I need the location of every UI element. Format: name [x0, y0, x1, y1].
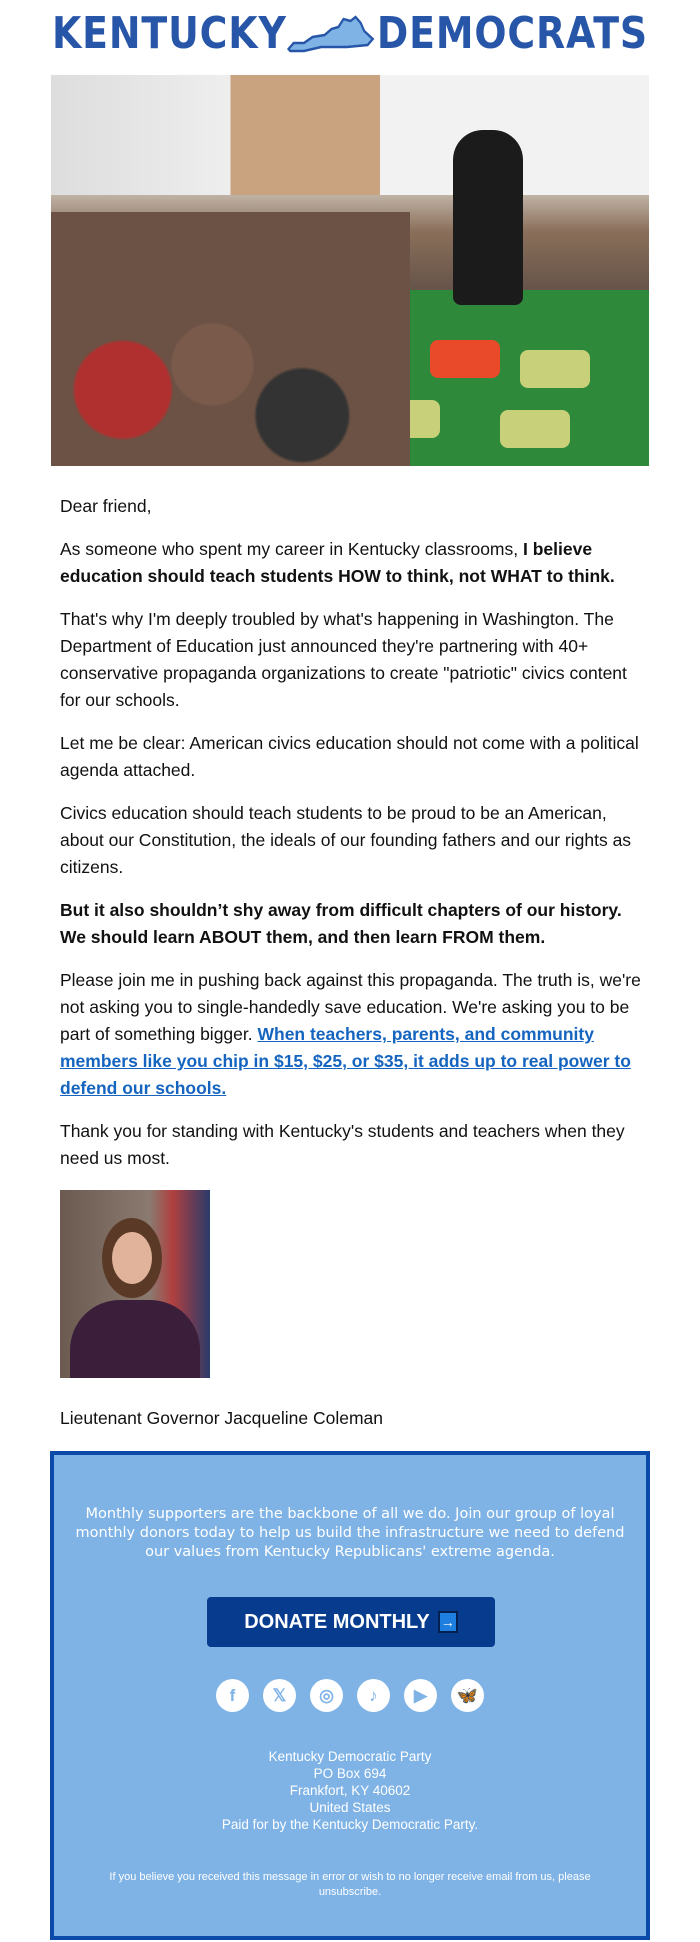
paragraph-1-text: As someone who spent my career in Kentucky classrooms, [60, 539, 523, 559]
logo-text-left: KENTUCKY [52, 7, 287, 59]
donate-link[interactable]: When teachers, parents, and community members like you chip in $15, $25, or $35, it adds up to real power to defend our schools. [60, 1024, 631, 1098]
facebook-icon[interactable]: f [216, 1679, 249, 1712]
donate-monthly-label: DONATE MONTHLY [244, 1610, 430, 1633]
paragraph-6 [60, 967, 645, 1102]
kentucky-democrats-logo[interactable] [52, 8, 648, 58]
donate-monthly-button[interactable] [207, 1597, 495, 1647]
signature-photo [60, 1190, 210, 1378]
kentucky-state-icon [287, 13, 376, 53]
footer-address [54, 1748, 646, 1833]
paragraph-7: Thank you for standing with Kentucky's students and teachers when they need us most. [60, 1121, 625, 1168]
paragraph-2: That's why I'm deeply troubled by what's happening in Washington. The Department of Education just announced they're partnering with 40+ conservative propaganda organizations to create "patriotic" civics content for our schools. [60, 609, 627, 710]
paragraph-1 [60, 536, 645, 590]
paid-for-disclaimer: Paid for by the Kentucky Democratic Party. [221, 1817, 479, 1832]
arrow-right-icon: → [438, 1611, 458, 1633]
signature-name: Lieutenant Governor Jacqueline Coleman [60, 1408, 383, 1428]
footer-message: Monthly supporters are the backbone of all we do. Join our group of loyal monthly donors today to help us build the infrastructure we need to defend our values from Kentucky Republicans' extreme agenda. [75, 1506, 625, 1560]
greeting: Dear friend, [60, 496, 152, 516]
country: United States [309, 1800, 391, 1815]
x-icon[interactable]: 𝕏 [263, 1679, 296, 1712]
unsubscribe-text[interactable]: If you believe you received this message in error or wish to no longer receive email from us, please unsubscribe. [109, 1871, 591, 1898]
po-box: PO Box 694 [313, 1766, 387, 1781]
paragraph-3: Let me be clear: American civics education should not come with a political agenda attached. [60, 733, 639, 780]
footer-box [50, 1451, 650, 1940]
paragraph-6-text: Please join me in pushing back against this propaganda. The truth is, we're not asking you to single-handedly save education. We're asking you to be part of something bigger. [60, 970, 641, 1044]
city-state-zip: Frankfort, KY 40602 [289, 1783, 411, 1798]
social-links [54, 1679, 646, 1712]
logo-text-right: DEMOCRATS [376, 7, 648, 59]
org-name: Kentucky Democratic Party [268, 1749, 432, 1764]
hero-photo-classroom [51, 75, 649, 466]
letter-body [60, 493, 645, 1188]
tiktok-icon[interactable]: ♪ [357, 1679, 390, 1712]
paragraph-5-bold: But it also shouldn’t shy away from difficult chapters of our history. We should learn ABOUT them, and then learn FROM them. [60, 900, 622, 947]
paragraph-1-bold: I believe education should teach students HOW to think, not WHAT to think. [60, 539, 615, 586]
youtube-icon[interactable]: ▶ [404, 1679, 437, 1712]
paragraph-5 [60, 897, 645, 951]
bluesky-icon[interactable]: 🦋 [451, 1679, 484, 1712]
paragraph-4: Civics education should teach students to be proud to be an American, about our Constitution, the ideals of our founding fathers and our rights as citizens. [60, 803, 632, 877]
instagram-icon[interactable]: ◎ [310, 1679, 343, 1712]
